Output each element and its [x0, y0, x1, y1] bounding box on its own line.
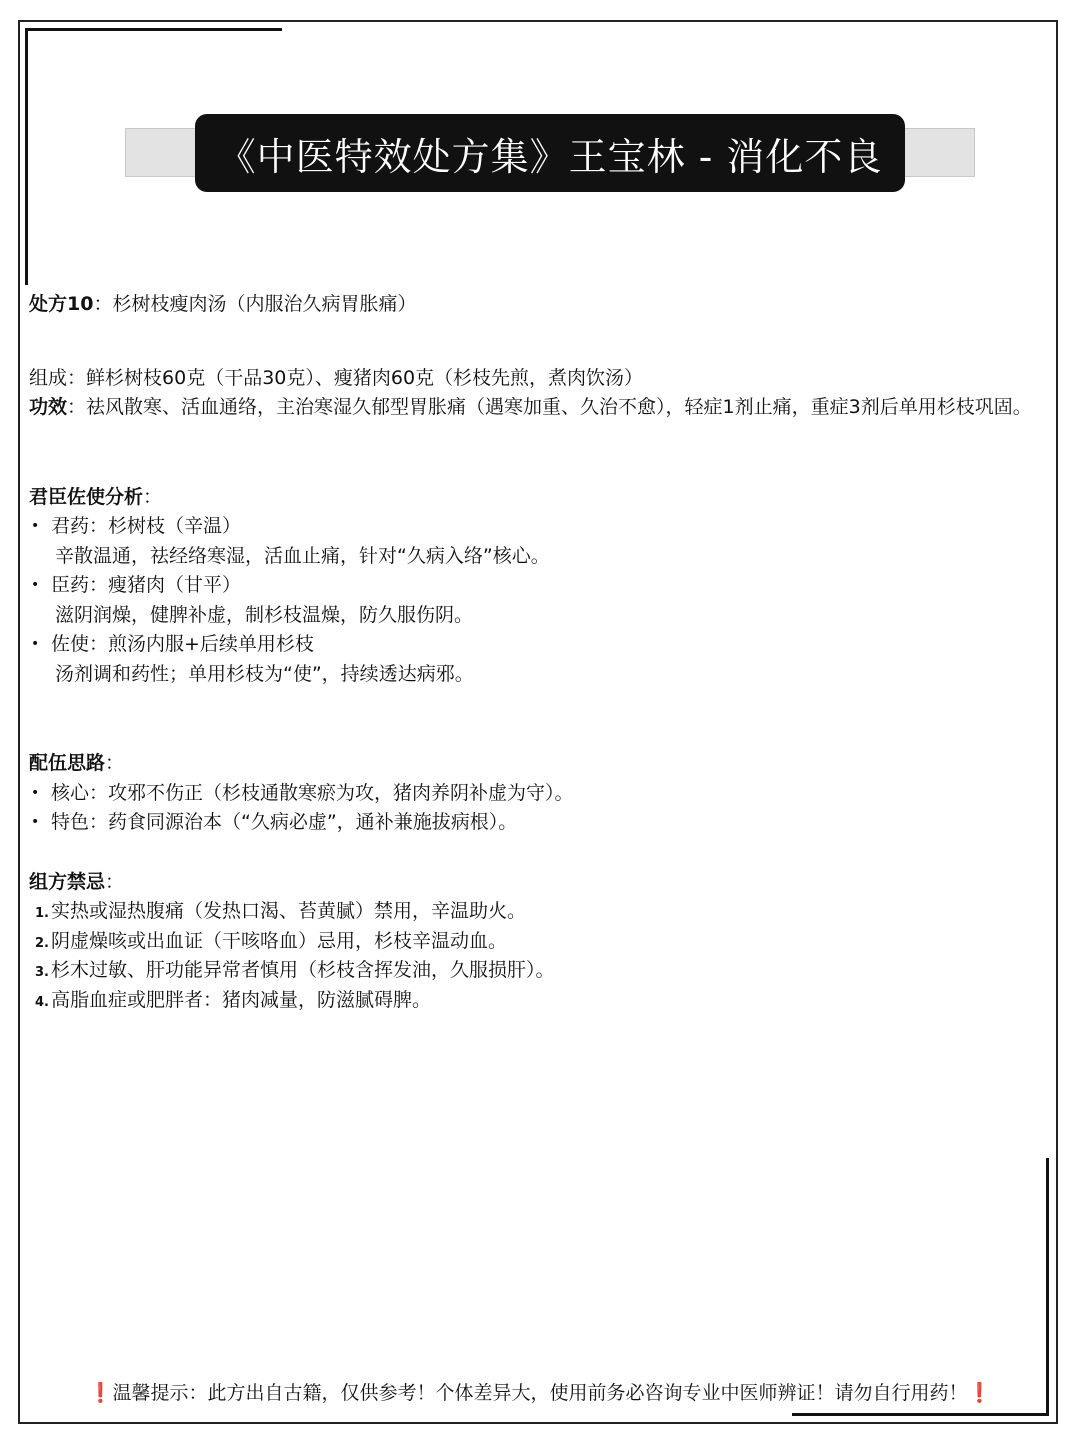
warning-tip [0, 1378, 1080, 1405]
list-item [29, 986, 1059, 1016]
composition-label: 组成 [29, 366, 68, 389]
item-number: 3. [35, 965, 49, 980]
approach-heading: 配伍思路： [29, 752, 125, 774]
prescription-name: ：杉树枝瘦肉汤（内服治久病胃胀痛） [93, 293, 417, 315]
item-text: 阴虚燥咳或出血证（干咳咯血）忌用，杉枝辛温动血。 [51, 929, 508, 952]
item-text: 实热或湿热腹痛（发热口渴、苔黄腻）禁用，辛温助火。 [51, 900, 527, 922]
list-item-detail: 辛散温通，祛经络寒湿，活血止痛，针对“久病入络”核心。 [55, 544, 550, 567]
frame-accent-left [25, 28, 28, 285]
exclamation-icon: ❗ [88, 1382, 113, 1404]
item-number: 4. [35, 994, 49, 1010]
taboo-heading: 组方禁忌： [29, 870, 125, 893]
frame-accent-top [25, 28, 282, 31]
prescription-label: 处方10 [29, 293, 94, 315]
approach-heading-text: 配伍思路 [29, 752, 106, 774]
analysis-heading-text: 君臣佐使分析 [29, 485, 144, 508]
list-item-detail: 汤剂调和药性；单用杉枝为“使”，持续透达病邪。 [55, 662, 474, 685]
page-title [195, 114, 905, 192]
item-number: 2. [35, 935, 49, 951]
efficacy-line [29, 393, 1059, 423]
frame-accent-bottom [792, 1413, 1049, 1416]
list-item: • 君药：杉树枝（辛温） [29, 512, 1059, 542]
item-text: 杉木过敏、肝功能异常者慎用（杉枝含挥发油，久服损肝）。 [51, 959, 555, 981]
list-item [29, 897, 1059, 927]
composition-line [29, 364, 1059, 394]
analysis-heading: 君臣佐使分析： [29, 485, 163, 508]
item-text: 高脂血症或肥胖者：猪肉减量，防滋腻碍脾。 [51, 988, 432, 1011]
taboo-heading-text: 组方禁忌 [29, 870, 106, 893]
efficacy-label: 功效 [29, 396, 68, 418]
prescription-line [29, 290, 1059, 320]
page-title-text: 《中医特效处方集》王宝林 - 消化不良 [217, 134, 883, 179]
list-item: • 佐使：煎汤内服+后续单用杉枝 [29, 630, 1059, 660]
item-number: 1. [35, 906, 49, 921]
list-item-detail: 滋阴润燥，健脾补虚，制杉枝温燥，防久服伤阴。 [55, 603, 474, 626]
efficacy-text: ：祛风散寒、活血通络，主治寒湿久郁型胃胀痛（遇寒加重、久治不愈），轻症1剂止痛，重症3剂后单用杉枝巩固。 [67, 396, 1032, 418]
warning-tip-text: 温馨提示：此方出自古籍，仅供参考！个体差异大，使用前务必咨询专业中医师辨证！请勿自行用药！ [112, 1382, 968, 1404]
list-item: • 臣药：瘦猪肉（甘平） [29, 571, 1059, 601]
list-item [29, 956, 1059, 986]
content [29, 290, 1059, 1015]
list-item: • 特色：药食同源治本（“久病必虚”，通补兼施拔病根）。 [29, 808, 1059, 838]
composition-text: ：鲜杉树枝60克（干品30克）、瘦猪肉60克（杉枝先煎，煮肉饮汤） [67, 366, 644, 389]
list-item [29, 927, 1059, 957]
exclamation-icon: ❗ [967, 1382, 992, 1404]
list-item: • 核心：攻邪不伤正（杉枝通散寒瘀为攻，猪肉养阴补虚为守）。 [29, 779, 1059, 809]
